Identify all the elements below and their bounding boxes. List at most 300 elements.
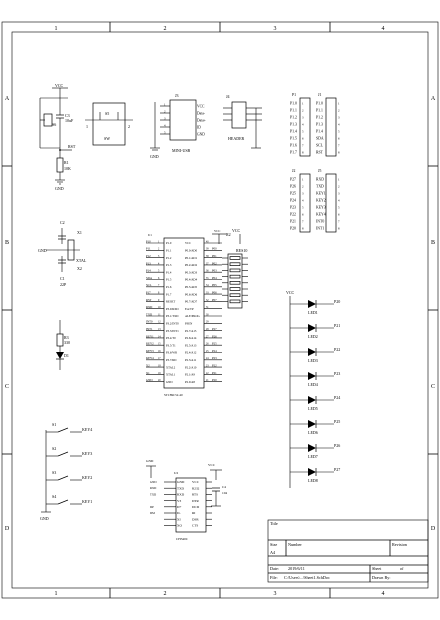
led-net: P27 bbox=[334, 467, 341, 472]
mcu-pin-num: 27 bbox=[206, 335, 209, 339]
col-label: 3 bbox=[273, 591, 277, 597]
s6-label: S6 bbox=[52, 122, 57, 127]
crystal-section bbox=[38, 220, 87, 287]
row-label: C bbox=[430, 384, 436, 390]
c4-value: 104 bbox=[222, 491, 228, 495]
row-label: D bbox=[430, 526, 436, 532]
mcu-net-right: P05 bbox=[212, 283, 217, 288]
usb-pin-num: 4 bbox=[164, 123, 166, 128]
header-signal: P22 bbox=[290, 212, 296, 217]
mcu-net-left: KEY1 bbox=[146, 334, 154, 339]
header-signal: INT0 bbox=[316, 219, 325, 224]
header-signal: INT1 bbox=[316, 226, 325, 231]
mcu-pin-num: 1 bbox=[158, 240, 160, 244]
usb-pin-label: GND bbox=[197, 132, 205, 137]
mcu-pin-num: 3 bbox=[158, 255, 160, 258]
header-signal: RXD bbox=[316, 177, 325, 182]
mcu-pin-num: 4 bbox=[158, 262, 160, 266]
mcu-net-left: KEY3 bbox=[146, 348, 154, 353]
header-pin-num: 1 bbox=[338, 177, 340, 182]
mcu-pin-num: 36 bbox=[206, 269, 209, 273]
col-label: 2 bbox=[163, 591, 167, 597]
mcu-pin-num: 29 bbox=[206, 320, 209, 324]
header-signal: KEY1 bbox=[316, 191, 326, 196]
u1-ref: U1 bbox=[148, 233, 152, 237]
header-pin-num: 6 bbox=[338, 136, 340, 141]
col-label: 2 bbox=[163, 26, 167, 32]
mcu-vcc: VCC bbox=[214, 229, 221, 233]
header-pin-num: 4 bbox=[302, 122, 304, 127]
x2-label: X2 bbox=[77, 266, 82, 271]
mcu-pin-right: P0.5/AD5 bbox=[185, 285, 198, 289]
led-ref: LED4 bbox=[308, 382, 318, 387]
header-pin-num: 6 bbox=[302, 212, 304, 217]
header-signal: TXD bbox=[316, 184, 324, 189]
rst-label: RST bbox=[68, 144, 76, 149]
header-pin-num: 4 bbox=[338, 198, 340, 203]
tb-of: of bbox=[400, 566, 404, 571]
header-signal: P23 bbox=[290, 205, 296, 210]
col-label: 3 bbox=[273, 26, 277, 32]
mcu-pin-num: 22 bbox=[206, 371, 209, 375]
mcu-pin-right: P0.2/AD2 bbox=[185, 263, 198, 268]
mcu-pin-right: P2.7/A15 bbox=[185, 328, 197, 333]
mcu-pin-left: P3.7/RD bbox=[166, 358, 177, 362]
xtal-label: XTAL bbox=[76, 258, 87, 263]
mcu-net-right: P04 bbox=[212, 275, 217, 280]
header-signal: P1.7 bbox=[290, 150, 297, 155]
mcu-pin-num: 26 bbox=[206, 342, 209, 346]
sw-label: SW bbox=[104, 136, 110, 141]
r2-ref: R2 bbox=[226, 232, 231, 237]
header-signal: P1.2 bbox=[316, 115, 323, 120]
mcu-pin-left: RESET bbox=[166, 299, 176, 304]
mcu-net-right: P22 bbox=[212, 363, 217, 368]
mcu-pin-right: EA/VP bbox=[185, 306, 194, 311]
mcu-pin-right: P2.3/A11 bbox=[185, 358, 197, 362]
header-signal: KEY3 bbox=[316, 205, 326, 210]
mcu-net-left: P14 bbox=[146, 268, 151, 273]
mcu-net-left: P17 bbox=[146, 290, 151, 295]
header-j4 bbox=[223, 94, 262, 148]
mcu-pin-right: P2.6/A14 bbox=[185, 336, 197, 341]
mcu-net-right: P01 bbox=[212, 254, 217, 258]
row-label: C bbox=[4, 384, 10, 390]
header-pin-num: 8 bbox=[338, 150, 340, 155]
tb-file: File: bbox=[270, 575, 278, 580]
title-block bbox=[268, 520, 428, 582]
led-ref: LED1 bbox=[308, 310, 318, 315]
pack-resistor bbox=[230, 263, 240, 266]
mcu-pin-num: 28 bbox=[206, 328, 209, 331]
drawing-frame bbox=[2, 22, 438, 598]
key-ref: S3 bbox=[52, 470, 57, 475]
header-signal: P26 bbox=[290, 184, 296, 189]
crystal-gnd: GND bbox=[38, 248, 47, 253]
mcu-pin-left: P3.1/TXD bbox=[166, 314, 179, 319]
header-signal: P1.1 bbox=[290, 108, 297, 113]
mcu-pin-num: 38 bbox=[206, 255, 209, 258]
mcu-pin-right: VCC bbox=[185, 241, 192, 246]
mcu-pin-right: P0.3/AD3 bbox=[185, 270, 198, 275]
ch340-gnd: GND bbox=[146, 459, 154, 463]
mcu-net-left: X2 bbox=[146, 363, 150, 368]
s5-label: S5 bbox=[105, 111, 110, 116]
ch340-pin-left: XI bbox=[177, 517, 181, 522]
key-net: KEY4 bbox=[82, 427, 93, 432]
col-label: 4 bbox=[381, 591, 385, 597]
header-pin-num: 7 bbox=[302, 219, 304, 224]
mcu-pin-left: P1.3 bbox=[166, 263, 172, 268]
c1-label: C1 bbox=[60, 276, 65, 281]
ch340-pin-left: V3 bbox=[177, 498, 182, 503]
led-net: P24 bbox=[334, 395, 341, 400]
header-pin-num: 7 bbox=[302, 143, 304, 148]
header-pin-num: 8 bbox=[338, 226, 340, 231]
p1-right-ref: J1 bbox=[318, 93, 322, 97]
mcu-pin-left: P1.6 bbox=[166, 285, 172, 289]
key-net: KEY1 bbox=[82, 499, 93, 504]
r1-label: R1 bbox=[64, 160, 69, 165]
usb-pin-label: ID bbox=[197, 125, 201, 130]
mcu-pin-left: P3.6/WR bbox=[166, 350, 178, 355]
usb-body bbox=[170, 100, 196, 140]
c-value: 22P bbox=[60, 282, 67, 287]
mcu-net-left: P13 bbox=[146, 261, 151, 266]
led-net: P23 bbox=[334, 371, 341, 376]
ch340-net: RXD bbox=[150, 486, 157, 491]
led-symbol bbox=[308, 348, 316, 356]
led-ref: LED6 bbox=[308, 430, 318, 435]
resistor-r1 bbox=[57, 158, 63, 172]
pack-resistor bbox=[230, 275, 240, 278]
ch340-net: DP bbox=[150, 504, 154, 509]
header-signal: P1.3 bbox=[290, 122, 297, 127]
mcu-pin-num: 19 bbox=[158, 371, 161, 375]
pack-resistor bbox=[230, 281, 240, 284]
mcu-pin-right: P2.1/A9 bbox=[185, 372, 195, 377]
tb-size-value: A4 bbox=[270, 550, 276, 555]
header-pin-num: 1 bbox=[302, 177, 304, 182]
led-ref: LED5 bbox=[308, 406, 318, 411]
u2-ref: U2 bbox=[174, 471, 179, 475]
r2-label: RES10 bbox=[236, 248, 248, 253]
key-net: KEY2 bbox=[82, 475, 93, 480]
mcu-pin-num: 11 bbox=[158, 313, 161, 317]
key-ref: S1 bbox=[52, 422, 57, 427]
led-bank bbox=[286, 290, 340, 488]
header-pin-num: 3 bbox=[302, 191, 304, 196]
header-signal: SDA bbox=[316, 136, 324, 141]
header-pin-num: 3 bbox=[338, 191, 340, 196]
key-ref: S2 bbox=[52, 446, 57, 451]
header-pin-num: 5 bbox=[302, 129, 304, 134]
pin2-label: 2 bbox=[128, 124, 130, 129]
leds-vcc: VCC bbox=[286, 290, 295, 295]
usb-pin-label: Data+ bbox=[197, 118, 206, 123]
ch340-pin-left: RXD bbox=[177, 492, 185, 497]
mcu-pin-left: XTAL1 bbox=[166, 372, 176, 377]
mcu-stc89c52 bbox=[146, 229, 226, 397]
header-pin-num: 7 bbox=[338, 219, 340, 224]
resistor-pack bbox=[222, 228, 248, 308]
mcu-pin-num: 16 bbox=[158, 349, 161, 353]
mcu-name: STC89C52-40 bbox=[164, 393, 183, 397]
mcu-pin-right: PSEN bbox=[185, 321, 193, 326]
header-signal: P1.1 bbox=[316, 108, 323, 113]
header-pin-num: 3 bbox=[302, 115, 304, 120]
ch340-section bbox=[146, 459, 227, 541]
mcu-pin-left: P3.0/RXD bbox=[166, 306, 179, 311]
p2-left-ref: J2 bbox=[292, 169, 296, 173]
mcu-pin-num: 25 bbox=[206, 349, 209, 353]
mcu-net-left: RXD bbox=[146, 305, 153, 310]
vcc-label: VCC bbox=[55, 83, 64, 88]
header-pin-num: 8 bbox=[302, 150, 304, 155]
ch340-pin-left: D+ bbox=[177, 505, 182, 509]
header-signal: P1.6 bbox=[290, 143, 297, 148]
ch340-pin-left: GND bbox=[177, 480, 185, 485]
pack-resistor bbox=[230, 300, 240, 303]
mcu-pin-left: P1.2 bbox=[166, 255, 172, 260]
header-signal: P1.4 bbox=[290, 129, 297, 134]
ch340-pin-left: D- bbox=[177, 511, 181, 516]
led-symbol bbox=[308, 468, 316, 476]
gnd-label: GND bbox=[55, 186, 64, 191]
header-pin-num: 3 bbox=[338, 115, 340, 120]
header-pin-num: 2 bbox=[302, 108, 304, 113]
ch340-net: GND bbox=[150, 480, 157, 484]
usb-pin-label: VCC bbox=[197, 104, 205, 109]
header-pin-num: 1 bbox=[302, 101, 304, 106]
usb-pin-num: 2 bbox=[164, 109, 166, 114]
mcu-net-left: KEY2 bbox=[146, 341, 154, 346]
mcu-pin-num: 34 bbox=[206, 284, 209, 288]
header-signal: P1.2 bbox=[290, 115, 297, 120]
led-net: P26 bbox=[334, 443, 341, 448]
header-signal: P1.4 bbox=[316, 129, 323, 134]
mcu-net-left: GND bbox=[146, 378, 153, 383]
mcu-pin-num: 9 bbox=[158, 298, 160, 302]
ch340-vcc: VCC bbox=[208, 463, 215, 467]
usb-connector bbox=[150, 93, 206, 159]
ch340-pin-right: DCD bbox=[192, 505, 200, 509]
header-pin-num: 4 bbox=[338, 122, 340, 127]
c3-label: C3 bbox=[65, 113, 70, 118]
led-symbol bbox=[308, 396, 316, 404]
header-signal: SCL bbox=[316, 143, 323, 148]
pack-resistor bbox=[230, 269, 240, 272]
mcu-pin-left: P1.0 bbox=[166, 241, 172, 246]
mcu-pin-num: 12 bbox=[158, 320, 161, 324]
mcu-pin-num: 30 bbox=[206, 313, 209, 317]
mcu-pin-num: 14 bbox=[158, 335, 161, 339]
mcu-net-left: SDA bbox=[146, 275, 153, 280]
mcu-pin-num: 7 bbox=[158, 284, 160, 288]
power-reset-section bbox=[40, 83, 133, 191]
led-ref: LED7 bbox=[308, 454, 318, 459]
mcu-net-right: P02 bbox=[212, 261, 217, 266]
switch-symbol bbox=[44, 114, 52, 126]
key-ref: S4 bbox=[52, 494, 57, 499]
usb-pin-num: 3 bbox=[164, 116, 166, 121]
header-signal: P25 bbox=[290, 191, 296, 196]
tb-title: Title bbox=[270, 521, 278, 526]
header-signal: P21 bbox=[290, 219, 296, 224]
header-pin-num: 6 bbox=[302, 136, 304, 141]
keys-section bbox=[40, 422, 92, 521]
mcu-net-left: X1 bbox=[146, 370, 150, 375]
tb-number: Number bbox=[288, 542, 302, 547]
usb-pin-label: Data- bbox=[197, 111, 205, 116]
mcu-pin-num: 13 bbox=[158, 328, 161, 331]
j4-label: HEADER bbox=[228, 136, 245, 141]
mcu-pin-num: 23 bbox=[206, 364, 209, 368]
r3-value: 330 bbox=[64, 340, 70, 345]
led-ref: LED8 bbox=[308, 478, 318, 483]
mcu-pin-num: 15 bbox=[158, 342, 161, 346]
ch340-net: TXD bbox=[150, 492, 157, 497]
p1-left-ref: P1 bbox=[292, 93, 297, 97]
c3-value: 10uF bbox=[65, 118, 74, 123]
mcu-pin-num: 24 bbox=[206, 357, 209, 361]
mcu-pin-num: 31 bbox=[206, 306, 209, 310]
mcu-net-right: P00 bbox=[212, 246, 217, 251]
mcu-pin-left: P1.7 bbox=[166, 292, 172, 297]
header-pin-num: 1 bbox=[338, 101, 340, 106]
mcu-pin-num: 39 bbox=[206, 247, 209, 251]
mcu-pin-left: GND bbox=[166, 379, 173, 384]
header-signal: P27 bbox=[290, 177, 296, 182]
r1-value: 10K bbox=[64, 166, 71, 171]
mcu-net-left: RST bbox=[146, 297, 152, 302]
ch340-pin-right: RI bbox=[192, 511, 196, 516]
header-signal: KEY4 bbox=[316, 212, 326, 217]
mcu-pin-num: 33 bbox=[206, 291, 209, 295]
header-pin-num: 5 bbox=[338, 205, 340, 210]
mcu-net-left: KEY4 bbox=[146, 356, 154, 361]
r2-vcc: VCC bbox=[232, 228, 241, 233]
usb-pin-num: 1 bbox=[164, 102, 166, 107]
mcu-pin-left: P3.2/INT0 bbox=[166, 321, 179, 326]
mcu-pin-right: P2.5/A13 bbox=[185, 343, 197, 348]
row-label: A bbox=[4, 96, 10, 102]
mcu-net-right: P06 bbox=[212, 290, 217, 295]
mcu-net-right: P20 bbox=[212, 378, 217, 383]
usb-name: MINI-USB bbox=[172, 148, 191, 153]
led-symbol bbox=[308, 300, 316, 308]
mcu-pin-num: 8 bbox=[158, 291, 160, 295]
mcu-pin-left: XTAL2 bbox=[166, 365, 176, 370]
keys-gnd: GND bbox=[40, 516, 49, 521]
p1-headers bbox=[290, 93, 340, 156]
header-signal: P1.0 bbox=[290, 101, 297, 106]
led-net: P21 bbox=[334, 323, 341, 328]
mcu-pin-left: P3.3/INT1 bbox=[166, 328, 179, 333]
tb-date: Date: bbox=[270, 566, 280, 571]
j3-ref: J3 bbox=[175, 93, 179, 98]
row-label: B bbox=[430, 240, 436, 246]
header-signal: P1.5 bbox=[290, 136, 297, 141]
header-pin-num: 6 bbox=[338, 212, 340, 217]
col-label: 4 bbox=[381, 26, 385, 32]
usb-gnd: GND bbox=[150, 154, 159, 159]
mcu-net-left: TXD bbox=[146, 312, 153, 317]
header-signal: RST bbox=[316, 150, 323, 155]
header-pin-num: 2 bbox=[302, 184, 304, 189]
d1-label: D1 bbox=[64, 353, 69, 358]
pin1-label: 1 bbox=[86, 124, 88, 129]
mcu-pin-right: P2.4/A12 bbox=[185, 350, 197, 355]
mcu-pin-right: P2.2/A10 bbox=[185, 365, 197, 370]
mcu-net-right: P25 bbox=[212, 341, 217, 346]
row-label: A bbox=[430, 96, 436, 102]
header-pin-num: 4 bbox=[302, 198, 304, 203]
mcu-net-left: P12 bbox=[146, 254, 151, 258]
tb-date-value: 2019/6/11 bbox=[288, 566, 305, 571]
header-pin-num: 5 bbox=[302, 205, 304, 210]
mcu-net-left: INT0 bbox=[146, 319, 153, 324]
mcu-pin-right: P0.6/AD6 bbox=[185, 292, 198, 297]
header-signal: P1.0 bbox=[316, 101, 323, 106]
mcu-pin-num: 2 bbox=[158, 247, 160, 251]
key-net: KEY3 bbox=[82, 451, 93, 456]
c2-label: C2 bbox=[60, 220, 65, 225]
mcu-pin-right: P0.0/AD0 bbox=[185, 248, 198, 253]
ch340-pin-right: CTS bbox=[192, 523, 199, 528]
pack-resistor bbox=[230, 257, 240, 260]
mcu-pin-num: 6 bbox=[158, 276, 160, 280]
ch340-pin-left: TXD bbox=[177, 486, 184, 491]
row-label: B bbox=[4, 240, 10, 246]
mcu-net-right: P24 bbox=[212, 348, 217, 353]
led-net: P22 bbox=[334, 347, 341, 352]
ch340-pin-right: RTS bbox=[192, 492, 199, 497]
led-net: P25 bbox=[334, 419, 341, 424]
usb-pin-num: 5 bbox=[164, 130, 166, 135]
led-symbol bbox=[308, 324, 316, 332]
mcu-pin-right: P0.7/AD7 bbox=[185, 299, 198, 304]
header-signal: P24 bbox=[290, 198, 296, 203]
header-pin-num: 7 bbox=[338, 143, 340, 148]
r3-label: R3 bbox=[64, 335, 69, 340]
row-label: D bbox=[4, 526, 10, 532]
ch340-net: DM bbox=[150, 511, 155, 515]
led-symbol bbox=[308, 372, 316, 380]
mcu-pin-num: 32 bbox=[206, 298, 209, 302]
mcu-net-right: P21 bbox=[212, 370, 217, 375]
mcu-pin-num: 18 bbox=[158, 364, 161, 368]
tb-sheet: Sheet bbox=[372, 566, 382, 571]
header-pin-num: 2 bbox=[338, 108, 340, 113]
mcu-pin-left: P1.1 bbox=[166, 248, 172, 253]
ch340-pin-right: R232 bbox=[192, 486, 200, 491]
mcu-net-right: P03 bbox=[212, 268, 217, 273]
mcu-pin-left: P1.4 bbox=[166, 270, 172, 275]
mcu-pin-left: P3.4/T0 bbox=[166, 336, 176, 341]
p2-headers bbox=[290, 169, 340, 232]
mcu-net-left: P10 bbox=[146, 239, 151, 244]
col-label: 1 bbox=[54, 591, 58, 597]
mcu-net-right: P23 bbox=[212, 356, 217, 361]
led-symbol bbox=[308, 444, 316, 452]
mcu-pin-left: P1.5 bbox=[166, 277, 172, 282]
mcu-net-right: P07 bbox=[212, 297, 217, 302]
mcu-pin-right: P0.1/AD1 bbox=[185, 255, 198, 260]
mcu-pin-num: 20 bbox=[158, 379, 161, 383]
mcu-pin-num: 10 bbox=[158, 306, 161, 310]
led-net: P20 bbox=[334, 299, 341, 304]
